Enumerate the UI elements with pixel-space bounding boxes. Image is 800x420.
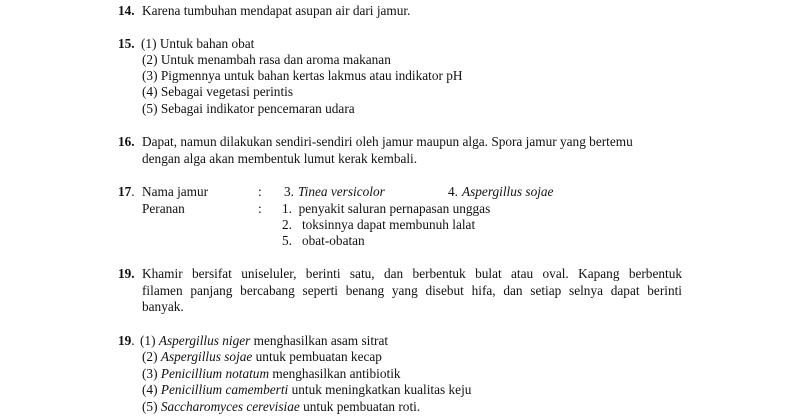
question-number-19b-dot: .	[131, 333, 135, 348]
answer-16-line: dengan alga akan membentuk lumut kerak kembali.	[142, 151, 418, 166]
question-number-17-digits: 17	[118, 184, 132, 199]
microbe-item-number: (3)	[142, 366, 161, 381]
answer-15-item: (5) Sebagai indikator pencemaran udara	[142, 101, 355, 116]
microbe-item	[142, 399, 420, 415]
label-peranan: Peranan	[142, 201, 185, 216]
colon-nama-jamur: :	[258, 184, 262, 199]
fungus-3-name: Tinea versicolor	[297, 184, 385, 199]
answer-15-item: (2) Untuk menambah rasa dan aroma makanan	[142, 52, 391, 67]
question-number-19b-digits: 19	[118, 333, 132, 348]
answer-15-item: (4) Sebagai vegetasi perintis	[142, 84, 294, 99]
microbe-use: untuk pembuatan roti.	[299, 399, 421, 414]
microbe-item	[142, 366, 401, 382]
role-item: 1. penyakit saluran pernapasan unggas	[282, 201, 491, 216]
fungus-3	[284, 184, 385, 200]
fungus-4-name: Aspergillus sojae	[461, 184, 554, 199]
answer-19-line: banyak.	[142, 299, 184, 314]
microbe-species: Aspergillus niger	[158, 333, 251, 348]
question-number-16: 16.	[118, 134, 135, 149]
answer-16-line: Dapat, namun dilakukan sendiri-sendiri oleh jamur maupun alga. Spora jamur yang bertemu	[142, 134, 633, 149]
fungus-4	[448, 184, 553, 200]
question-number-19: 19.	[118, 266, 135, 281]
microbe-use: untuk pembuatan kecap	[252, 349, 382, 364]
role-item: 5. obat-obatan	[282, 233, 365, 248]
microbe-species: Saccharomyces cerevisiae	[160, 399, 300, 414]
microbe-species: Penicillium notatum	[160, 366, 270, 381]
answer-15-item: (1) Untuk bahan obat	[141, 36, 255, 51]
microbe-item-number: (4)	[142, 382, 161, 397]
microbe-item-number: (2)	[142, 349, 161, 364]
question-number-17-dot: .	[131, 184, 135, 199]
question-number-15: 15.	[118, 36, 135, 51]
answer-19-line: Khamir bersifat uniseluler, berinti satu, dan berbentuk bulat atau oval. Kapang berbentuk	[142, 266, 682, 281]
question-number-19b	[118, 333, 135, 349]
microbe-use: menghasilkan asam sitrat	[250, 333, 389, 348]
microbe-item-number: (5)	[142, 399, 161, 414]
label-nama-jamur: Nama jamur	[142, 184, 209, 199]
microbe-item	[140, 333, 388, 349]
microbe-species: Penicillium camemberti	[160, 382, 289, 397]
fungus-3-number: 3.	[284, 184, 294, 199]
answer-14-text: Karena tumbuhan mendapat asupan air dari jamur.	[142, 3, 411, 18]
role-item: 2. toksinnya dapat membunuh lalat	[282, 217, 476, 232]
microbe-use: untuk meningkatkan kualitas keju	[288, 382, 472, 397]
fungus-4-number: 4.	[448, 184, 458, 199]
microbe-use: menghasilkan antibiotik	[269, 366, 401, 381]
microbe-species: Aspergillus sojae	[160, 349, 253, 364]
microbe-item	[142, 382, 471, 398]
microbe-item-number: (1)	[140, 333, 159, 348]
question-number-14: 14.	[118, 3, 135, 18]
colon-peranan: :	[258, 201, 262, 216]
answer-15-item: (3) Pigmennya untuk bahan kertas lakmus atau indikator pH	[142, 68, 463, 83]
answer-19-line: filamen panjang bercabang seperti benang yang disebut hifa, dan setiap selnya dapat berinti	[142, 282, 682, 298]
question-number-17	[118, 184, 135, 200]
microbe-item	[142, 349, 382, 365]
answer-19-paragraph	[142, 266, 682, 316]
